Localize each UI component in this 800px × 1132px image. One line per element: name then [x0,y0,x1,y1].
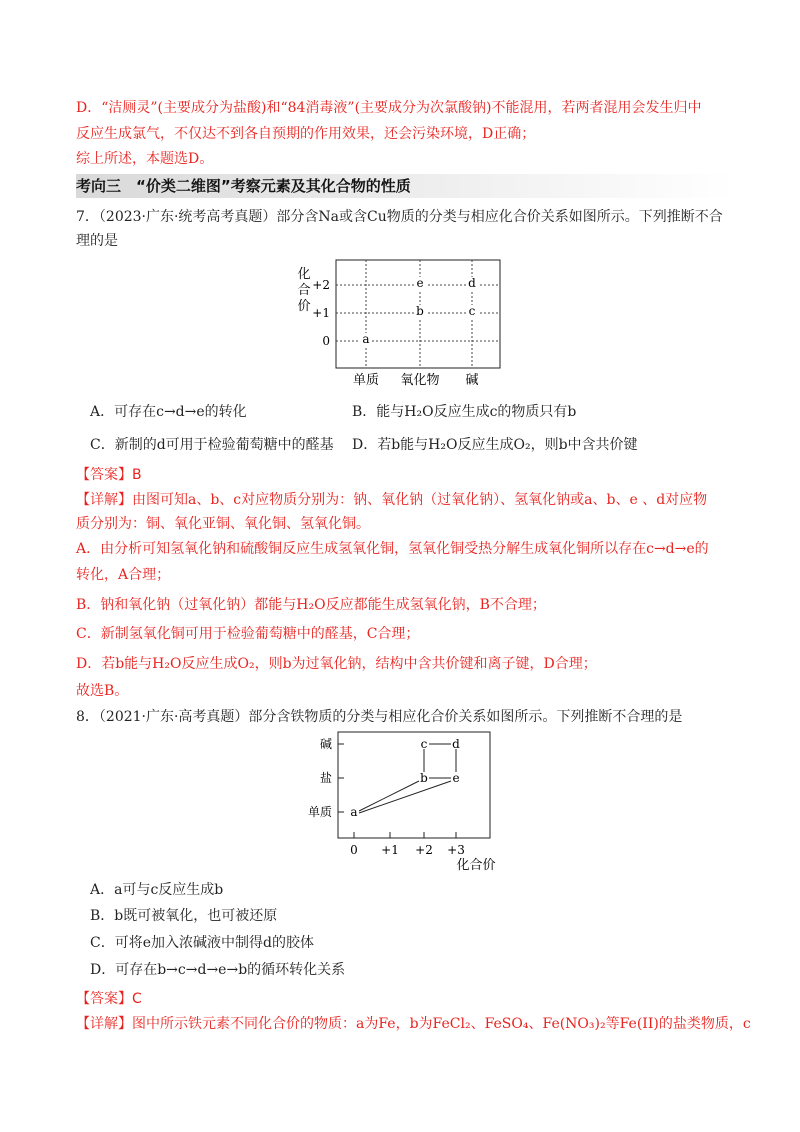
q8-point-e: e [452,771,460,785]
q7-ytick: +1 [312,306,330,320]
q7-ytick: +2 [312,278,330,292]
q8-xlabel: 化合价 [456,858,496,873]
prev-answer-d-line2: 反应生成氯气，不仅达不到各自预期的作用效果，还会污染环境，D正确； [76,126,536,142]
q7-ylabel-char: 合 [297,283,311,298]
q7-option-a[interactable]: A．可存在c→d→e的转化 [90,404,247,420]
q7-xtick: 单质 [352,373,380,388]
q7-point-a: a [362,332,370,346]
q8-detail: 【详解】图中所示铁元素不同化合价的物质：a为Fe，b为FeCl₂、FeSO₄、Fe(NO₃)₂等Fe(II)的盐类物质，c [76,1016,751,1032]
q8-chart [290,728,510,873]
q8-point-d: d [452,737,460,751]
q7-detail-line: D．若b能与H₂O反应生成O₂，则b为过氧化钠，结构中含共价键和离子键，D合理； [76,656,597,672]
q7-detail-line: 故选B。 [76,683,129,699]
q8-answer: 【答案】C [76,991,142,1007]
q8-ytick: 盐 [319,771,332,785]
prev-answer-d-line1: D．“洁厕灵”(主要成分为盐酸)和“84消毒液”(主要成分为次氯酸钠)不能混用，若两者混用会发生归中 [76,100,702,116]
q7-point-e: e [416,276,424,290]
q8-xtick: +1 [381,843,399,857]
q7-point-b: b [416,304,424,318]
q7-detail-line: C．新制氢氧化铜可用于检验葡萄糖中的醛基，C合理； [76,626,420,642]
q7-detail-line: 质分别为：铜、氧化亚铜、氧化铜、氢氧化铜。 [76,516,370,532]
q8-option-a[interactable]: A．a可与c反应生成b [90,882,224,898]
q7-ylabel-char: 价 [297,299,311,314]
q7-option-d[interactable]: D．若b能与H₂O反应生成O₂，则b中含共价键 [352,437,638,453]
q7-stem-line1: 7．（2023·广东·统考高考真题）部分含Na或含Cu物质的分类与相应化合价关系如图所示。下列推断不合 [76,209,723,225]
q8-xtick: 0 [350,843,358,857]
q8-option-d[interactable]: D．可存在b→c→d→e→b的循环转化关系 [90,962,346,978]
q8-xtick: +2 [415,843,433,857]
q7-ylabel-char: 化 [297,267,311,282]
q7-xtick: 氧化物 [400,373,440,388]
q8-ytick: 单质 [307,805,332,819]
q7-option-b[interactable]: B．能与H₂O反应生成c的物质只有b [352,404,577,420]
q7-answer: 【答案】B [76,467,142,483]
q8-stem: 8．（2021·广东·高考真题）部分含铁物质的分类与相应化合价关系如图所示。下列推断不合理的是 [76,709,683,725]
q8-plot-frame [338,732,490,838]
q8-option-c[interactable]: C．可将e加入浓碱液中制得d的胶体 [90,935,314,951]
q8-xtick: +3 [447,843,465,857]
q7-detail-line: A．由分析可知氢氧化钠和硫酸铜反应生成氢氧化铜，氢氧化铜受热分解生成氧化铜所以存在c→d→e的 [76,541,709,557]
q8-point-b: b [420,771,428,785]
q7-detail-line: 【详解】由图可知a、b、c对应物质分别为：钠、氧化钠（过氧化钠）、氢氧化钠或a、b、e 、d对应物 [76,492,708,508]
q7-xtick: 碱 [465,373,479,388]
q8-point-c: c [420,737,428,751]
q7-stem-line2: 理的是 [76,233,118,249]
q8-point-a: a [350,805,358,819]
q8-option-b[interactable]: B．b既可被氧化，也可被还原 [90,908,278,924]
q7-detail-line: B．钠和氧化钠（过氧化钠）都能与H₂O反应都能生成氢氧化钠，B不合理； [76,597,546,613]
q7-option-c[interactable]: C．新制的d可用于检验葡萄糖中的醛基 [90,437,334,453]
q7-point-c: c [468,304,476,318]
section-heading: 考向三 “价类二维图”考察元素及其化合物的性质 [76,174,736,198]
q7-detail-line: 转化，A合理； [76,567,171,583]
prev-conclusion: 综上所述，本题选D。 [76,151,214,167]
q7-ytick: 0 [322,334,330,348]
q8-ytick: 碱 [319,737,332,751]
q7-point-d: d [468,276,476,290]
q7-chart [290,258,510,388]
